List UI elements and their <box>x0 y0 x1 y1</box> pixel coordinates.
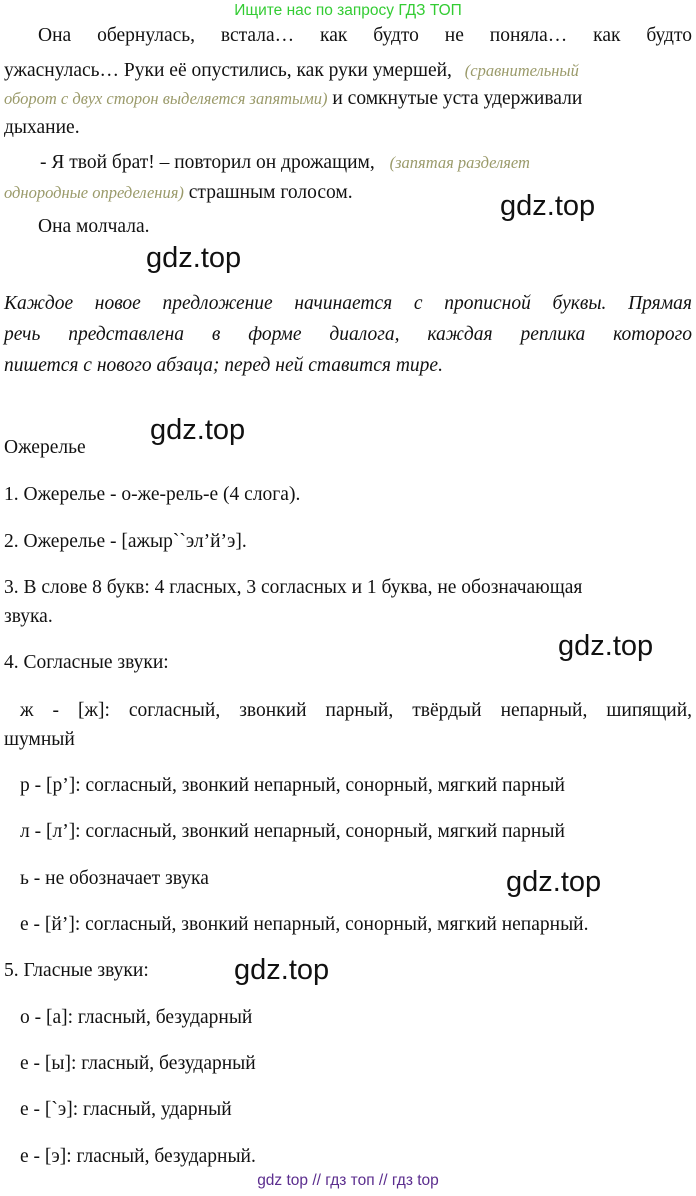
analysis-item-1: 1. Ожерелье - о-же-рель-е (4 слога). <box>4 484 301 505</box>
grammar-note: (запятая разделяет <box>389 153 530 172</box>
word-title: Ожерелье <box>4 437 86 458</box>
paragraph-3: Она молчала. <box>38 216 150 237</box>
soft-sign: ь - не обозначает звука <box>20 868 209 889</box>
paragraph-1-line-2 <box>4 60 579 82</box>
paragraph-2-line-1 <box>40 152 530 174</box>
watermark: gdz.top <box>558 630 654 662</box>
analysis-item-3-line-2: звука. <box>4 606 53 627</box>
analysis-item-4: 4. Согласные звуки: <box>4 652 169 673</box>
vowel-e-3: е - [э]: гласный, безударный. <box>20 1146 256 1167</box>
paragraph-1-line-1: Она обернулась, встала… как будто не поняла… как будто <box>38 25 692 46</box>
paragraph-1-line-3 <box>4 88 582 110</box>
paragraph-1-line-4: дыхание. <box>4 117 80 138</box>
consonant-e: е - [й’]: согласный, звонкий непарный, сонорный, мягкий непарный. <box>20 914 589 935</box>
vowel-e-2: е - [`э]: гласный, ударный <box>20 1099 232 1120</box>
text: - Я твой брат! – повторил он дрожащим, <box>40 152 375 173</box>
vowel-e-1: е - [ы]: гласный, безударный <box>20 1053 256 1074</box>
analysis-item-3-line-1: 3. В слове 8 букв: 4 гласных, 3 согласных и 1 буква, не обозначающая <box>4 577 583 598</box>
consonant-zh-line-1: ж - [ж]: согласный, звонкий парный, твёрдый непарный, шипящий, <box>20 700 692 721</box>
watermark: gdz.top <box>146 242 242 274</box>
paragraph-2-line-2 <box>4 182 353 204</box>
footer-links[interactable]: gdz top // гдз топ // гдз top <box>257 1172 439 1189</box>
rule-explanation-line-2: речь представлена в форме диалога, каждая реплика которого <box>4 324 692 345</box>
analysis-item-5: 5. Гласные звуки: <box>4 960 149 981</box>
watermark: gdz.top <box>150 414 246 446</box>
watermark: gdz.top <box>506 866 602 898</box>
text: страшным голосом. <box>183 182 353 203</box>
consonant-r: р - [р’]: согласный, звонкий непарный, сонорный, мягкий парный <box>20 775 565 796</box>
grammar-note: (сравнительный <box>464 61 579 80</box>
text: ужаснулась… Руки её опустились, как руки умершей, <box>4 60 452 81</box>
rule-explanation-line-1: Каждое новое предложение начинается с прописной буквы. Прямая <box>4 293 692 314</box>
consonant-l: л - [л’]: согласный, звонкий непарный, сонорный, мягкий парный <box>20 821 565 842</box>
rule-explanation-line-3: пишется с нового абзаца; перед ней ставится тире. <box>4 355 443 376</box>
watermark: gdz.top <box>500 190 596 222</box>
grammar-note: однородные определения) <box>4 183 184 202</box>
consonant-zh-line-2: шумный <box>4 729 75 750</box>
text: и сомкнутые уста удерживали <box>327 88 583 109</box>
vowel-o: о - [а]: гласный, безударный <box>20 1007 253 1028</box>
grammar-note: оборот с двух сторон выделяется запятыми) <box>4 89 328 108</box>
watermark: gdz.top <box>234 954 330 986</box>
analysis-item-2: 2. Ожерелье - [ажыр``эл’й’э]. <box>4 531 247 552</box>
site-banner[interactable]: Ищите нас по запросу ГДЗ ТОП <box>234 2 462 19</box>
